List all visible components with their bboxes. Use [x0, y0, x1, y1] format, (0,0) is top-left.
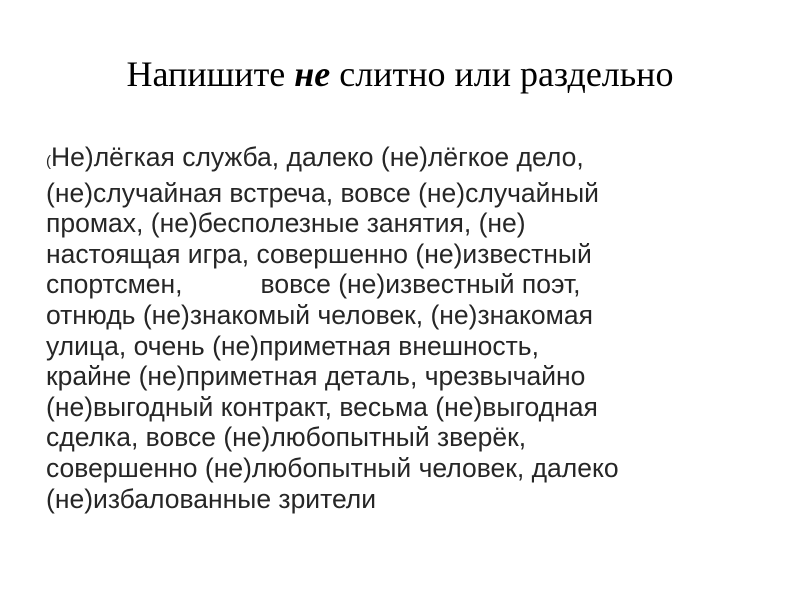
exercise-line-5-part-b: вовсе (не)известный поэт,: [260, 269, 581, 300]
exercise-line-9: (не)выгодный контракт, весьма (не)выгодная: [46, 391, 598, 422]
exercise-line-6: отнюдь (не)знакомый человек, (не)знакомая: [46, 299, 593, 330]
exercise-line-8: крайне (не)приметная деталь, чрезвычайно: [46, 361, 586, 392]
exercise-line-4: настоящая игра, совершенно (не)известный: [46, 238, 592, 269]
title-text-before: Напишите: [126, 54, 295, 94]
opening-parenthesis: (: [46, 153, 51, 170]
exercise-line-1: [46, 142, 786, 178]
title-emphasis: не: [294, 54, 331, 94]
exercise-line-1-text: Не)лёгкая служба, далеко (не)лёгкое дело,: [51, 142, 584, 172]
exercise-line-10: сделка, вовсе (не)любопытный зверёк,: [46, 422, 527, 453]
exercise-line-5: [46, 269, 786, 300]
exercise-line-2: (не)случайная встреча, вовсе (не)случайный: [46, 177, 599, 208]
exercise-line-11: совершенно (не)любопытный человек, далеко: [46, 452, 619, 483]
title-text-after: слитно или раздельно: [330, 54, 674, 94]
exercise-text: [46, 142, 786, 514]
exercise-line-7: улица, очень (не)приметная внешность,: [46, 330, 539, 361]
exercise-line-5-part-a: спортсмен,: [46, 269, 183, 300]
exercise-line-3: промах, (не)бесполезные занятия, (не): [46, 208, 526, 239]
exercise-line-12: (не)избалованные зрители: [46, 483, 377, 514]
slide-title: [0, 52, 800, 96]
